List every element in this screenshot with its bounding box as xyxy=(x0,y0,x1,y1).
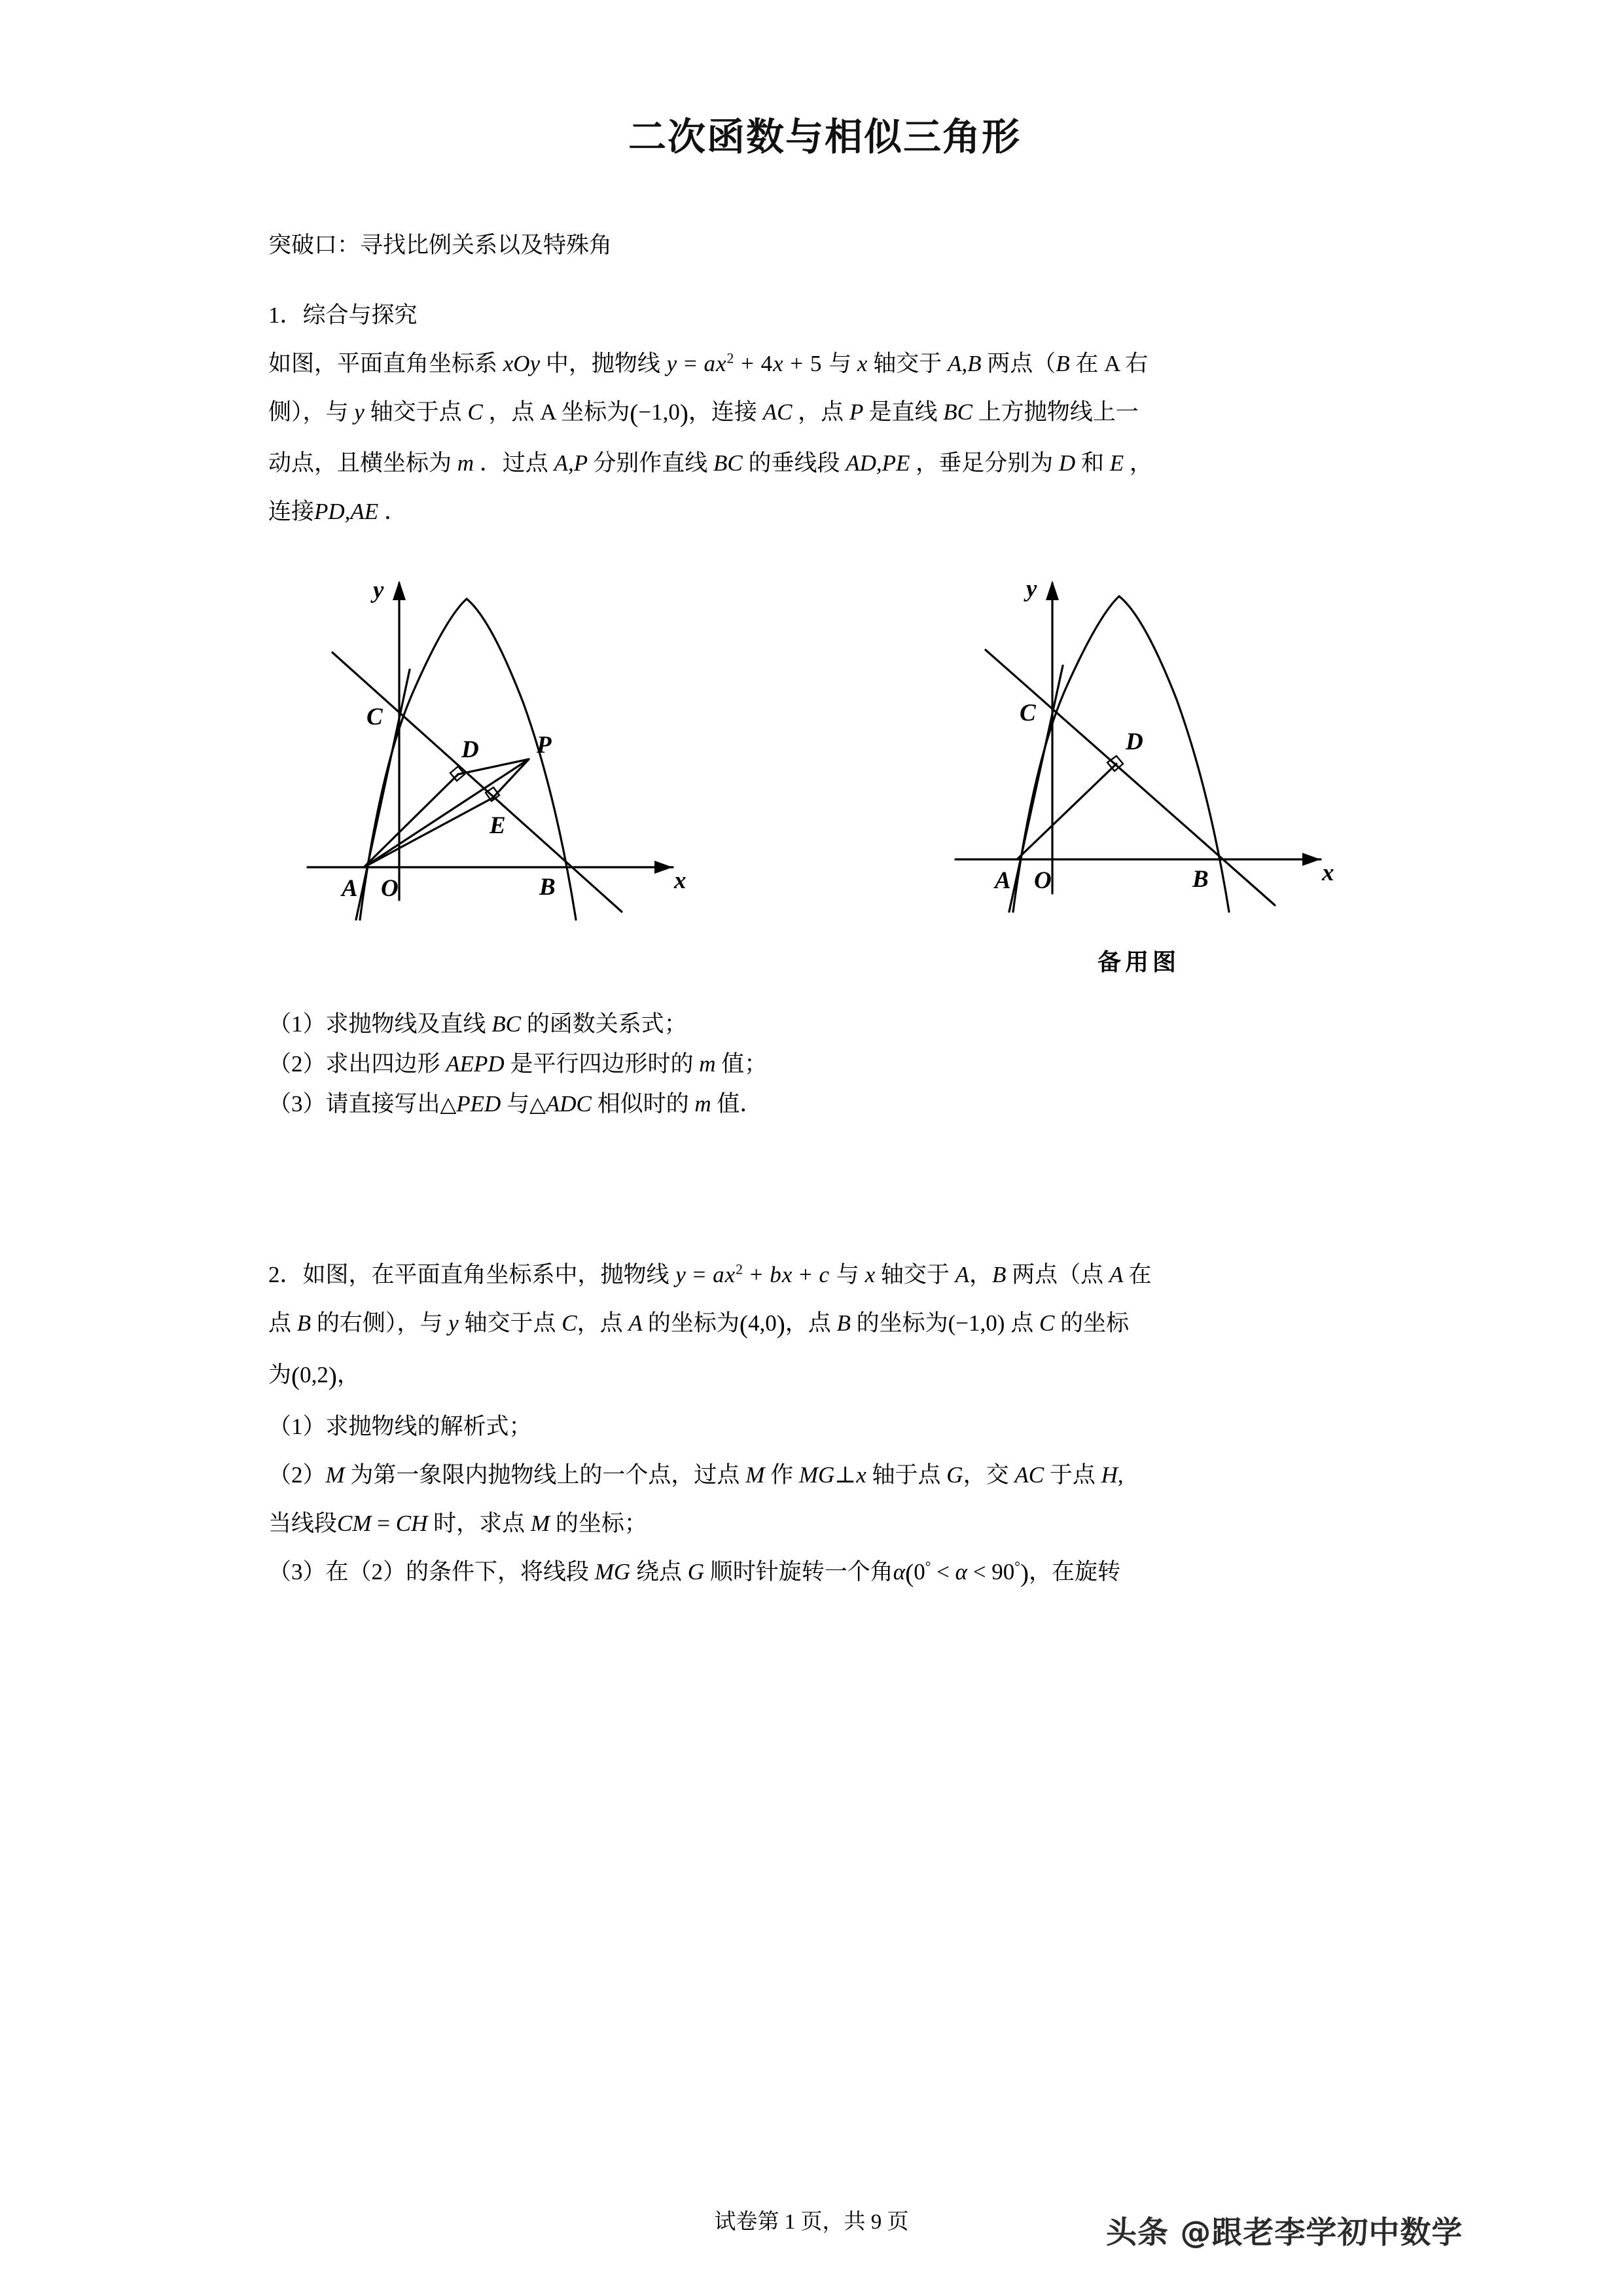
point-label-A: A xyxy=(342,875,358,903)
point-label-D: D xyxy=(1126,728,1143,756)
spare-figure-caption: 备用图 xyxy=(1097,949,1180,977)
page-footer: 试卷第 1 页，共 9 页 xyxy=(714,2210,909,2234)
point-label-B: B xyxy=(539,874,556,901)
point-label-P: P xyxy=(537,732,552,759)
axis-label-y: y xyxy=(1026,575,1037,603)
axis-label-y: y xyxy=(373,577,384,604)
problem-2-sub-2-cont: 当线段CM = CH 时，求点 M 的坐标； xyxy=(268,1510,647,1536)
axis-label-x: x xyxy=(1322,859,1334,887)
page-title: 二次函数与相似三角形 xyxy=(628,115,1021,159)
point-label-O: O xyxy=(1034,867,1052,895)
point-label-E: E xyxy=(490,812,506,840)
problem-1-sub-1: （1）求抛物线及直线 BC 的函数关系式； xyxy=(268,1011,687,1037)
problem-2-line-2: 点 B 的右侧），与 y 轴交于点 C，点 A 的坐标为(4,0)，点 B 的坐标为(−1,0) 点 C 的坐标 xyxy=(268,1310,1130,1339)
watermark: 头条 @跟老李学初中数学 xyxy=(1106,2215,1463,2251)
point-label-C: C xyxy=(1020,700,1036,727)
document-content xyxy=(268,0,1381,1586)
axis-label-x: x xyxy=(674,867,687,895)
point-label-C: C xyxy=(366,704,383,731)
problem-1-line-3: 动点，且横坐标为 m ．过点 A,P 分别作直线 BC 的垂线段 AD,PE ，垂足分别为 D 和 E ， xyxy=(268,450,1152,476)
problem-1-line-2: 侧），与 y 轴交于点 C ，点 A 坐标为(−1,0)，连接 AC ，点 P 是直线 BC 上方抛物线上一 xyxy=(268,399,1139,428)
point-label-B: B xyxy=(1192,866,1209,893)
problem-2-line-3: 为(0,2)， xyxy=(268,1362,360,1391)
point-label-D: D xyxy=(461,736,479,764)
problem-1-sub-3: （3）请直接写出△PED 与△ADC 相似时的 m 值． xyxy=(268,1091,763,1117)
point-label-A: A xyxy=(995,867,1011,895)
spare-figure xyxy=(929,553,1348,977)
main-figure xyxy=(281,553,700,962)
problem-2-sub-1: （1）求抛物线的解析式； xyxy=(268,1413,532,1439)
figure-group xyxy=(268,553,1381,985)
problem-2-sub-2: （2）M 为第一象限内抛物线上的一个点，过点 M 作 MG⊥x 轴于点 G，交 AC 于点 H, xyxy=(268,1462,1124,1488)
problem-2-sub-3: （3）在（2）的条件下，将线段 MG 绕点 G 顺时针旋转一个角α(0° < α < 90°)，在旋转 xyxy=(268,1558,1121,1588)
problem-1-sub-2: （2）求出四边形 AEPD 是平行四边形时的 m 值； xyxy=(268,1051,768,1077)
problem-1-line-1: 如图，平面直角坐标系 xOy 中，抛物线 $y = ax^2 + 4x + 5$ 与 x 轴交于 A,B 两点（B 在 A 右 xyxy=(268,350,1149,376)
problem-1-line-4: 连接PD,AE ． xyxy=(268,499,407,525)
problem-1-number: 1．综合与探究 xyxy=(268,302,418,328)
lead-text: 突破口：寻找比例关系以及特殊角 xyxy=(268,232,613,258)
problem-2-line-1: 2．如图，在平面直角坐标系中，抛物线 $y = ax^2$ + bx + c 与 x 轴交于 A，B 两点（点 A 在 xyxy=(268,1261,1152,1288)
point-label-O: O xyxy=(381,875,399,903)
